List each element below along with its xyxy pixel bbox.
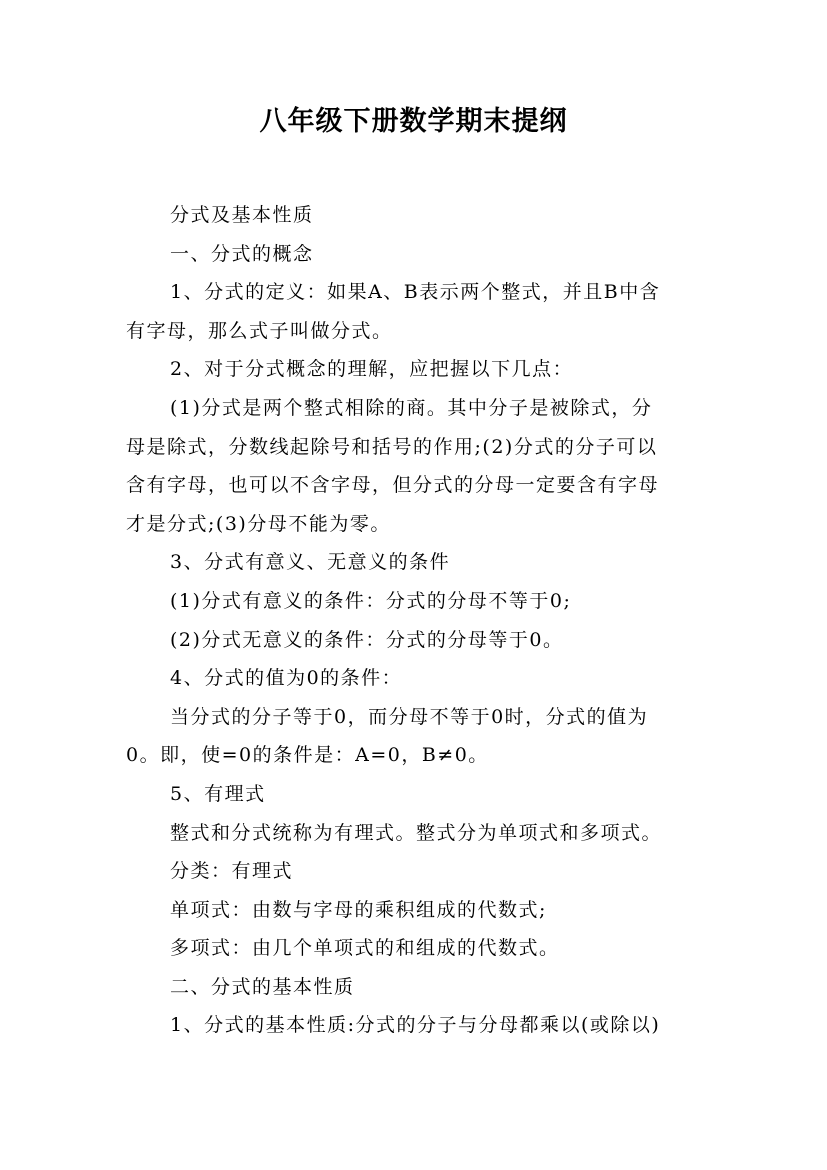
section-heading: 分式及基本性质 [170,204,314,226]
paragraph-line: 才是分式;(3)分母不能为零。 [126,512,391,535]
paragraph-line: (2)分式无意义的条件：分式的分母等于0。 [170,628,564,651]
paragraph-line: 单项式：由数与字母的乘积组成的代数式; [170,898,547,921]
paragraph-line: 0。即，使=0的条件是：A=0，B≠0。 [126,744,489,767]
paragraph-line: 有字母，那么式子叫做分式。 [126,319,393,342]
paragraph-line: 5、有理式 [170,782,266,805]
paragraph-line: (1)分式有意义的条件：分式的分母不等于0; [170,589,572,612]
document-title: 八年级下册数学期末提纲 [259,106,568,137]
paragraph-line: 1、分式的基本性质:分式的分子与分母都乘以(或除以) [170,1014,661,1037]
section-heading: 一、分式的概念 [170,242,314,265]
paragraph-line: 分类：有理式 [170,860,294,883]
paragraph-line: 含有字母，也可以不含字母，但分式的分母一定要含有字母 [126,474,660,497]
paragraph-line: (1)分式是两个整式相除的商。其中分子是被除式，分 [170,396,653,419]
paragraph-line: 3、分式有意义、无意义的条件 [170,551,451,574]
paragraph-line: 母是除式，分数线起除号和括号的作用;(2)分式的分子可以 [126,435,658,458]
paragraph-line: 多项式：由几个单项式的和组成的代数式。 [170,937,560,960]
paragraph-line: 当分式的分子等于0，而分母不等于0时，分式的值为 [170,705,649,728]
paragraph-line: 2、对于分式概念的理解，应把握以下几点： [170,358,574,381]
section-heading: 二、分式的基本性质 [170,975,355,998]
paragraph-line: 整式和分式统称为有理式。整式分为单项式和多项式。 [170,821,663,844]
document-body [126,196,716,1045]
paragraph-line: 4、分式的值为0的条件： [170,667,403,690]
paragraph-line: 1、分式的定义：如果A、B表示两个整式，并且B中含 [170,281,661,304]
